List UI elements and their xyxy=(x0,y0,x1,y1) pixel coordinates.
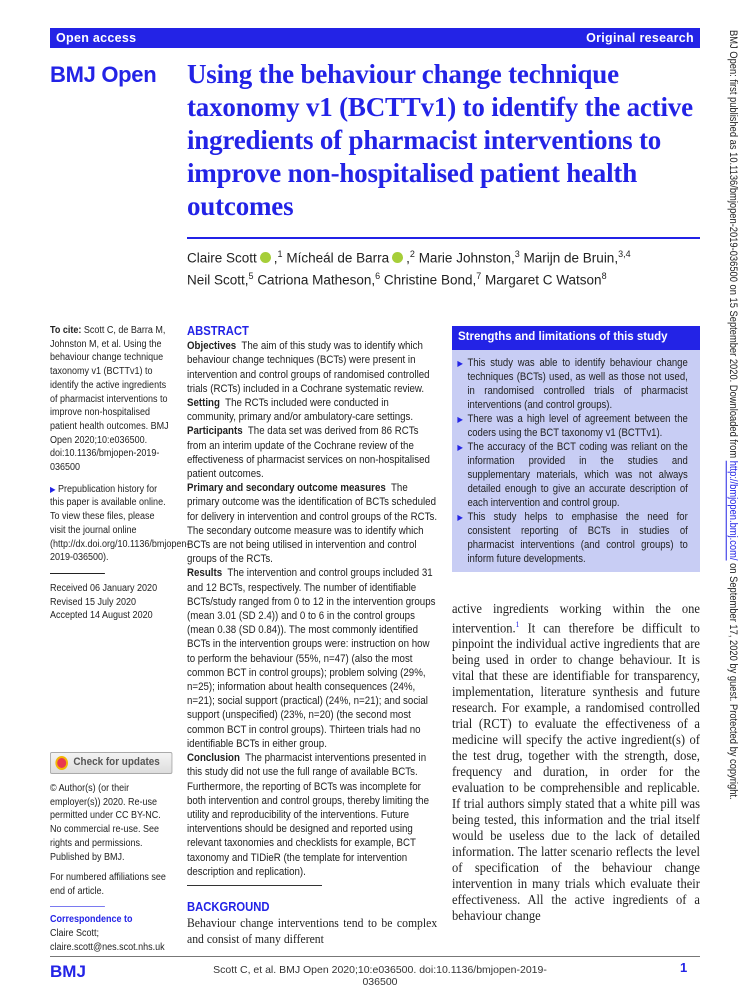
affiliation-number: 2 xyxy=(409,248,415,259)
background-heading: BACKGROUND xyxy=(187,899,270,914)
orcid-icon[interactable] xyxy=(392,252,403,263)
title-block xyxy=(187,58,700,290)
citation-block: To cite: Scott C, de Barra M, Johnston M, et al. Using the behaviour change technique taxonomy v1 (BCTTv1) to identify the active ingredients of pharmacist interventions to improve non-hospitalised patient health outcomes. BMJ Open 2020;10:e036500. doi:10.1136/bmjopen-2019-036500 xyxy=(50,325,169,474)
abstract-section xyxy=(187,751,437,879)
strength-item xyxy=(457,412,687,440)
author-name: Margaret C Watson xyxy=(485,272,602,288)
page-number: 1 xyxy=(680,960,688,975)
triangle-bullet-icon: ▶ xyxy=(457,359,463,368)
affiliations-note: For numbered affiliations see end of article. xyxy=(50,872,166,897)
journal-logo: BMJ Open xyxy=(50,62,157,87)
abstract-section xyxy=(187,566,437,751)
abstract-section xyxy=(187,339,437,396)
divider xyxy=(187,885,322,886)
abstract-section xyxy=(187,424,437,481)
triangle-bullet-icon: ▶ xyxy=(50,484,56,494)
check-for-updates-button[interactable]: Check for updates xyxy=(50,752,172,774)
affiliation-number: 7 xyxy=(476,271,482,281)
prepub-note xyxy=(50,483,190,565)
abstract-section xyxy=(187,481,437,566)
strength-text: This study was able to identify behaviour change techniques (BCTs) used, as well as those not used, in randomised controlled trials of pharmacist interventions (and control groups). xyxy=(467,357,688,411)
triangle-bullet-icon: ▶ xyxy=(457,415,463,424)
affiliation-number: 3,4 xyxy=(618,248,631,259)
correspondence-name: Claire Scott; xyxy=(50,927,100,939)
article-type-label: Original research xyxy=(586,31,694,45)
strength-item xyxy=(457,440,687,510)
received-date: Received 06 January 2020 xyxy=(50,582,158,594)
affiliation-number: 3 xyxy=(514,248,520,259)
abstract-section-label: Results xyxy=(187,567,223,580)
divider xyxy=(50,573,105,574)
abstract-section-text: The primary outcome was the identification of BCTs scheduled for delivery in intervention and control groups of the RCTs. The secondary outcome measure was to identify which BCTs are not being utilised in intervention and control groups of the RCTs. xyxy=(187,482,438,566)
affiliation-number: 6 xyxy=(375,271,381,281)
abstract-section-text: The aim of this study was to identify which behaviour change techniques (BCTs) were present in intervention and control groups of randomised controlled trials (RCTs) included in a Cochrane systematic review. xyxy=(187,340,430,395)
footer-divider xyxy=(50,956,700,957)
correspondence-label: Correspondence to xyxy=(50,914,133,926)
author-name: Marijn de Bruin, xyxy=(523,250,619,265)
bmj-logo: BMJ xyxy=(50,962,86,981)
abstract-section-text: The data set was derived from 86 RCTs from an interim update of the Cochrane review of the effectiveness of pharmacist services on non-hospitalised patient outcomes. xyxy=(187,425,430,481)
affiliation-number: 1 xyxy=(277,248,283,259)
article-title: Using the behaviour change technique taxonomy v1 (BCTTv1) to identify the active ingredients of pharmacist interventions to improve non-hospitalised patient health outcomes xyxy=(187,59,693,221)
journal-link[interactable]: http://bmjopen.bmj.com/ xyxy=(727,460,739,561)
author-name: Catriona Matheson, xyxy=(257,272,376,288)
triangle-bullet-icon: ▶ xyxy=(457,443,463,452)
abstract-section-label: Objectives xyxy=(187,340,237,353)
strength-item xyxy=(457,510,687,566)
left-sidebar xyxy=(50,324,190,623)
affiliation-number: 8 xyxy=(601,271,607,281)
triangle-bullet-icon: ▶ xyxy=(457,513,463,522)
left-sidebar-bottom xyxy=(50,752,172,954)
abstract-section-label: Conclusion xyxy=(187,752,240,765)
author-name: Marie Johnston, xyxy=(418,250,515,265)
abstract-section-label: Participants xyxy=(187,425,243,438)
orcid-icon[interactable] xyxy=(260,252,271,263)
title-divider xyxy=(187,237,700,239)
abstract-section-label: Primary and secondary outcome measures xyxy=(187,482,386,495)
accepted-date: Accepted 14 August 2020 xyxy=(50,610,153,622)
abstract-section xyxy=(187,396,437,424)
affiliation-number: 5 xyxy=(248,271,254,281)
divider xyxy=(50,906,105,908)
abstract-section-text: The pharmacist interventions presented in this study did not use the full range of available BCTs. Furthermore, the reporting of BCTs was incomplete for both intervention and control groups, thereby limiting the utility and reproducibility of the interventions. Future interventions should be designed and reported using relevant taxonomies and checklists for example, BCT taxonomy and TIDieR (the template for intervention description and replication). xyxy=(187,752,430,878)
strengths-box xyxy=(452,326,700,572)
reference-link[interactable]: 1 xyxy=(515,620,520,629)
author-list: Claire Scott ,$^1$ Mícheál de Barra ,$^2$ Marie Johnston,$^3$ Marijn de Bruin,$^{3,4}$ Neil Scott,$^5$ Catriona Matheson,$^6$ Christine Bond,$^7$ Margaret C Watson$^8$ xyxy=(187,248,631,288)
abstract-section-text: The intervention and control groups included 31 and 12 BCTs, respectively. The number of identifiable BCTs/study ranged from 0 to 12 in the intervention groups (mean 3.01 (SD 2.4)) and 0 to 6 in the control groups (mean 0.38 (SD 0.84)). The most commonly identified BCTs in the intervention groups were: instruction on how to perform the behaviour (55%, n=47) (also the most common BCT in control groups); problem solving (29%, n=25); information about health consequences (24%, n=21); social support (practical) (24%, n=21); and social support (unspecified) (23%, n=20) (the second most common BCT in control groups). Thirteen trials had no identifiable BCTs in either group. xyxy=(187,567,436,750)
revised-date: Revised 15 July 2020 xyxy=(50,596,137,608)
strength-text: This study helps to emphasise the need for consistent reporting of BCTs in studies of pharmacist interventions (and control groups) to inform future developments. xyxy=(467,511,688,565)
strength-text: There was a high level of agreement between the coders using the BCT taxonomy v1 (BCTTv1). xyxy=(467,413,688,439)
open-access-label: Open access xyxy=(56,31,137,45)
strengths-heading: Strengths and limitations of this study xyxy=(452,326,700,350)
crossmark-icon xyxy=(55,756,68,770)
abstract-section-text: The RCTs included were conducted in community, primary and/or ambulatory-care settings. xyxy=(187,397,414,424)
correspondence-email[interactable]: claire.scott@nes.scot.nhs.uk xyxy=(50,941,165,953)
author-name: Christine Bond, xyxy=(383,272,477,288)
strength-text: The accuracy of the BCT coding was reliant on the information provided in the studies and supplementary materials, which was not always detailed enough to give an accurate description of each intervention and control group. xyxy=(467,441,688,509)
abstract-section-label: Setting xyxy=(187,397,220,410)
body-text: active ingredients working within the one intervention.$^1$ It can therefore be difficult to pinpoint the individual active ingredients that are being used in order to change behaviour. It is vital that these are identifiable for transparency, implementation, literature synthesis and future research. For example, a randomised controlled trial (RCT) to evaluate the effectiveness of a medicine will specify the active ingredient(s) of the test drug, together with the strength, dose, frequency and duration, in order for the evaluation to be comprehensible and replicable. If trial authors simply stated that a white pill was being tested, this information and the trial itself would be useless due to the lack of detailed information. The latter scenario reflects the level of specification of the behaviour change intervention in many trials which evaluate their effectiveness. All the active ingredients of a behaviour change xyxy=(452,601,700,924)
footer-citation: Scott C, et al. BMJ Open 2020;10:e036500. doi:10.1136/bmjopen-2019-036500 xyxy=(213,964,547,988)
strength-item xyxy=(457,356,687,412)
abstract-heading: ABSTRACT xyxy=(187,324,249,338)
header-bar xyxy=(50,28,700,48)
prepub-link[interactable]: Prepublication history for this paper is available online. To view these files, please visit the journal online (http://dx.doi.org/10.1136/bmjopen-2019-036500). xyxy=(50,483,190,564)
author-name: Claire Scott xyxy=(187,250,257,265)
background-text: Behaviour change interventions tend to be complex and consist of many different xyxy=(187,915,438,947)
author-name: Mícheál de Barra xyxy=(286,250,390,265)
abstract xyxy=(187,324,437,947)
copyright-note: © Author(s) (or their employer(s)) 2020. Re-use permitted under CC BY-NC. No commercial re-use. See rights and permissions. Published by BMJ. xyxy=(50,783,161,863)
author-name: Neil Scott, xyxy=(187,272,249,288)
side-download-note: BMJ Open: first published as 10.1136/bmjopen-2019-036500 on 15 September 2020. Downloaded from http://bmjopen.bmj.com/ on September 17, 2020 by guest. Protected by copyright. xyxy=(727,30,739,800)
